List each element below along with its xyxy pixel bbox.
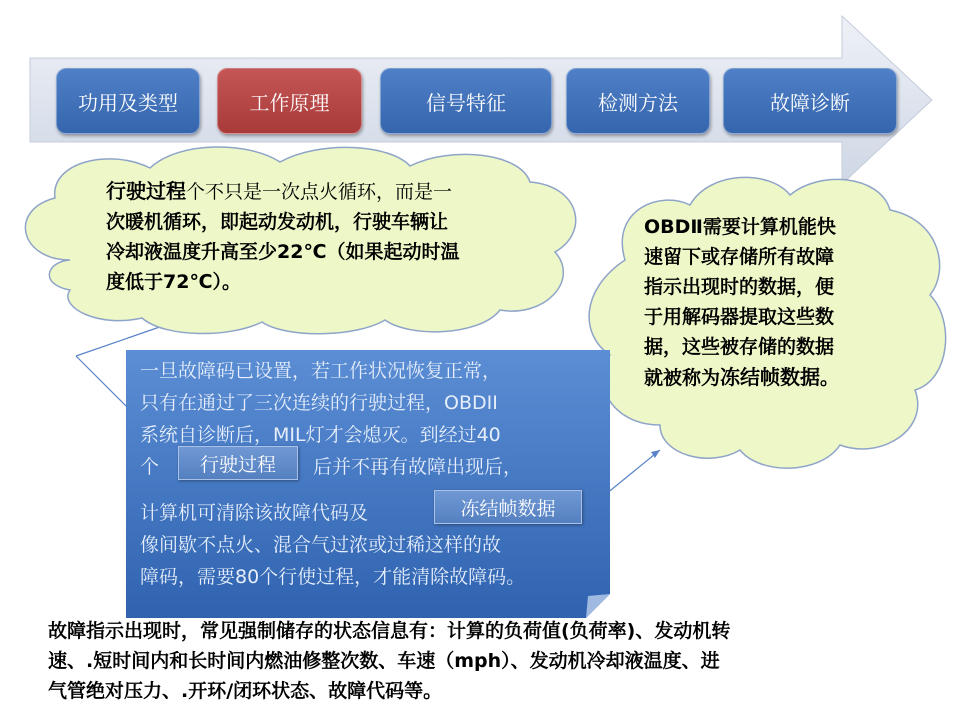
cloud-right-line5: 据，这些被存储的数据 (644, 336, 835, 358)
cloud-right-line4: 于用解码器提取这些数 (644, 306, 835, 328)
note-line4-post: 后并不再有故障出现后， (313, 456, 523, 478)
note-line3: 系统自诊断后，MIL灯才会熄灭。到经过40 (140, 424, 501, 446)
bottom-line3: 气管绝对压力、.开环/闭环状态、故障代码等。 (48, 680, 443, 702)
bottom-description (48, 616, 928, 706)
label-driving-cycle[interactable]: 行驶过程 (178, 446, 298, 480)
cloud-right-line6-pre: 就被称为 (644, 367, 721, 389)
cloud-right-line1: OBDⅡ需要计算机能快 (644, 216, 836, 238)
tab-fault-diagnosis[interactable]: 故障诊断 (723, 68, 897, 134)
tab-function-types[interactable]: 功用及类型 (56, 68, 200, 134)
driving-cycle-term: 行驶过程 (106, 179, 186, 203)
note-line6: 像间歇不点火、混合气过浓或过稀这样的故 (140, 534, 502, 556)
label-freeze-frame[interactable]: 冻结帧数据 (434, 490, 582, 524)
cloud-right-text (644, 212, 904, 393)
bottom-line1: 故障指示出现时，常见强制储存的状态信息有：计算的负荷值(负荷率)、发动机转 (48, 620, 731, 642)
tab-signal-features[interactable]: 信号特征 (380, 68, 552, 134)
bottom-line2: 速、.短时间内和长时间内燃油修整次数、车速（mph）、发动机冷却液温度、进 (48, 650, 720, 672)
cloud-left-line3: 冷却液温度升高至少22℃（如果起动时温 (106, 241, 460, 263)
note-line5: 计算机可清除该故障代码及 (140, 502, 369, 524)
freeze-frame-term: 冻结帧数据 (720, 365, 821, 389)
cloud-right-line3: 指示出现时的数据，便 (644, 276, 835, 298)
cloud-left-line2: 次暖机循环，即起动发动机，行驶车辆让 (106, 211, 449, 233)
note-line7: 障码，需要80个行使过程，才能清除故障码。 (140, 566, 526, 588)
cloud-right-line6-post: 。 (820, 367, 840, 389)
cloud-left-text (106, 176, 546, 297)
cloud-right-line2: 速留下或存储所有故障 (644, 246, 835, 268)
cloud-left-line1: 个不只是一次点火循环，而是一 (186, 181, 453, 203)
cloud-left-line4: 度低于72℃）。 (106, 271, 241, 293)
tab-detection-methods[interactable]: 检测方法 (566, 68, 710, 134)
note-line1: 一旦故障码已设置，若工作状况恢复正常， (140, 360, 502, 382)
note-line4-pre: 个 (140, 456, 160, 478)
tab-working-principle[interactable]: 工作原理 (217, 68, 362, 134)
note-line2: 只有在通过了三次连续的行驶过程，OBDII (140, 392, 498, 414)
